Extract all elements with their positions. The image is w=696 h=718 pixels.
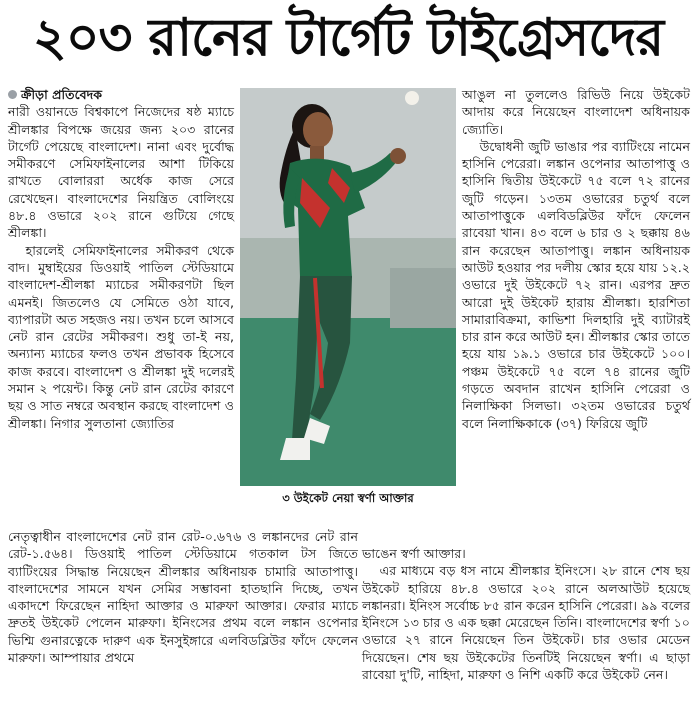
player-photo	[240, 88, 456, 486]
paragraph: এর মাধ্যমে বড় ধস নামে শ্রীলঙ্কার ইনিংসে। ২৮ রানে শেষ ছয় উইকেট হারিয়ে ৪৮.৪ ওভারে ২০২ রানে অলআউট হয়েছে লঙ্কানরা। ইনিংস সর্বোচ্চ ৮৫ রান করেন হাসিনি পেরেরা। ৯৯ বলের ইনিংসে ১৩ চার ও এক ছক্কা মেরেছেন তিনি। বাংলাদেশের স্বর্ণা ১০ ওভারে ২৭ রানে নিয়েছেন তিন উইকেট। চার ওভার মেডেন দিয়েছেন। শেষ ছয় উইকেটের তিনটিই নিয়েছেন স্বর্ণা। এ ছাড়া রাবেয়া দু'টি, নাহিদা, মারুফা ও নিশি একটি করে উইকেট নেন।	[362, 563, 690, 683]
paragraph: হারলেই সেমিফাইনালের সমীকরণ থেকে বাদ। মুম্বাইয়ের ডিওয়াই পাতিল স্টেডিয়ামে বাংলাদেশ-শ্রীলঙ্কা ম্যাচের সমীকরণটা ছিল এমনই। জিতলেও যে সেমিতে ওঠা যাবে, ব্যাপারটা অত সহজও নয়। তখন চলে আসবে নেট রান রেটের সমীকরণ। শুধু তা-ই নয়, অন্যান্য ম্যাচের ফলও তখন প্রভাবক হিসেবে কাজ করবে। বাংলাদেশ ও শ্রীলঙ্কা দুই দলেরই সমান ২ পয়েন্ট। কিন্তু নেট রান রেটের কারণে ছয় ও সাত নম্বরে অবস্থান করছে বাংলাদেশ ও শ্রীলঙ্কা। নিগার সুলতানা জ্যোতির	[8, 242, 234, 431]
paragraph: ভাঙেন স্বর্ণা আক্তার।	[362, 546, 466, 561]
paragraph: নেতৃত্বাধীন বাংলাদেশের নেট রান রেট-০.৬৭৬ ও লঙ্কানদের নেট রান রেট-১.৫৬৪। ডিওয়াই পাতিল স্টেডিয়ামে গতকাল টস জিতে ব্যাটিংয়ের সিদ্ধান্ত নিয়েছেন শ্রীলঙ্কার অধিনায়ক চামারি আতাপাত্তু। বাংলাদেশের সামনে যখন সেমির সম্ভাবনা হাতছানি দিচ্ছে, তখন একাদশে ফিরেছেন নাহিদা আক্তার ও মারুফা আক্তার। ফেরার ম্যাচে দ্রুতই উইকেট পেলেন মারুফা। ইনিংসের প্রথম বলে লঙ্কান ওপেনার ভিশ্মি গুনারত্নেকে দারুণ এক ইনসুইঙ্গারে এলবিডব্লিউর ফাঁদে ফেলেন মারুফা। আম্পায়ার প্রথমে	[8, 529, 358, 666]
article-bottom-right	[362, 545, 690, 683]
paragraph: উদ্বোধনী জুটি ভাঙার পর ব্যাটিংয়ে নামেন হাসিনি পেরেরা। লঙ্কান ওপেনার আতাপাত্তু ও হাসিনি দ্বিতীয় উইকেটে ৭৫ বলে ৭২ রানের জুটি গড়েন। ১৩তম ওভারের চতুর্থ বলে আতাপাত্তুকে এলবিডব্লিউর ফাঁদে ফেলেন রাবেয়া খান। ৪৩ বলে ৬ চার ও ২ ছক্কায় ৪৬ রান করেছেন আতাপাত্তু। লঙ্কান অধিনায়ক আউট হওয়ার পর দলীয় স্কোর হয়ে যায় ১২.২ ওভারে দুই উইকেটে ৭২ রান। এরপর দ্রুত আরো দুই উইকেট হারায় শ্রীলঙ্কা। হারশিতা সামারাবিক্রমা, কাভিশা দিলহারি দুই ব্যাটারই চার রান করে আউট হন। শ্রীলঙ্কার স্কোর তাতে হয়ে যায় ১৯.১ ওভারে চার উইকেটে ১০০। পঞ্চম উইকেটে ৭৫ বলে ৭৪ রানের জুটি গড়তে অবদান রাখেন হাসিনি পেরেরা ও নিলাক্ষিকা সিলভা। ৩২তম ওভারের চতুর্থ বলে নিলাক্ষিকাকে (৩৭) ফিরিয়ে জুটি	[462, 138, 690, 431]
paragraph: আঙুল না তুললেও রিভিউ নিয়ে উইকেট আদায় করে নিয়েছেন বাংলাদেশ অধিনায়ক জ্যোতি।	[462, 87, 690, 137]
article-bottom-left	[8, 528, 358, 666]
cricketer-illustration	[240, 88, 456, 486]
headline: ২০৩ রানের টার্গেট টাইগ্রেসদের	[32, 7, 664, 68]
byline-text: ক্রীড়া প্রতিবেদক	[21, 87, 103, 102]
photo-caption: ৩ উইকেট নেয়া স্বর্ণা আক্তার	[282, 491, 414, 505]
byline	[8, 86, 234, 103]
bullet-icon	[8, 90, 17, 99]
article-column-3	[462, 86, 690, 432]
paragraph: নারী ওয়ানডে বিশ্বকাপে নিজেদের ষষ্ঠ ম্যাচে শ্রীলঙ্কার বিপক্ষে জয়ের জন্য ২০৩ রানের টার্গেট পেয়েছে বাংলাদেশ। নানা এবং দুর্বোদ্ধ সমীকরণে সেমিফাইনালের আশা টিকিয়ে রাখতে বোলাররা অর্ধেক কাজ সেরে রেখেছেন। বাংলাদেশের নিয়ন্ত্রিত বোলিংয়ে ৪৮.৪ ওভারে ২০২ রানে গুটিয়ে গেছে শ্রীলঙ্কা।	[8, 104, 234, 241]
article-column-1	[8, 86, 234, 432]
